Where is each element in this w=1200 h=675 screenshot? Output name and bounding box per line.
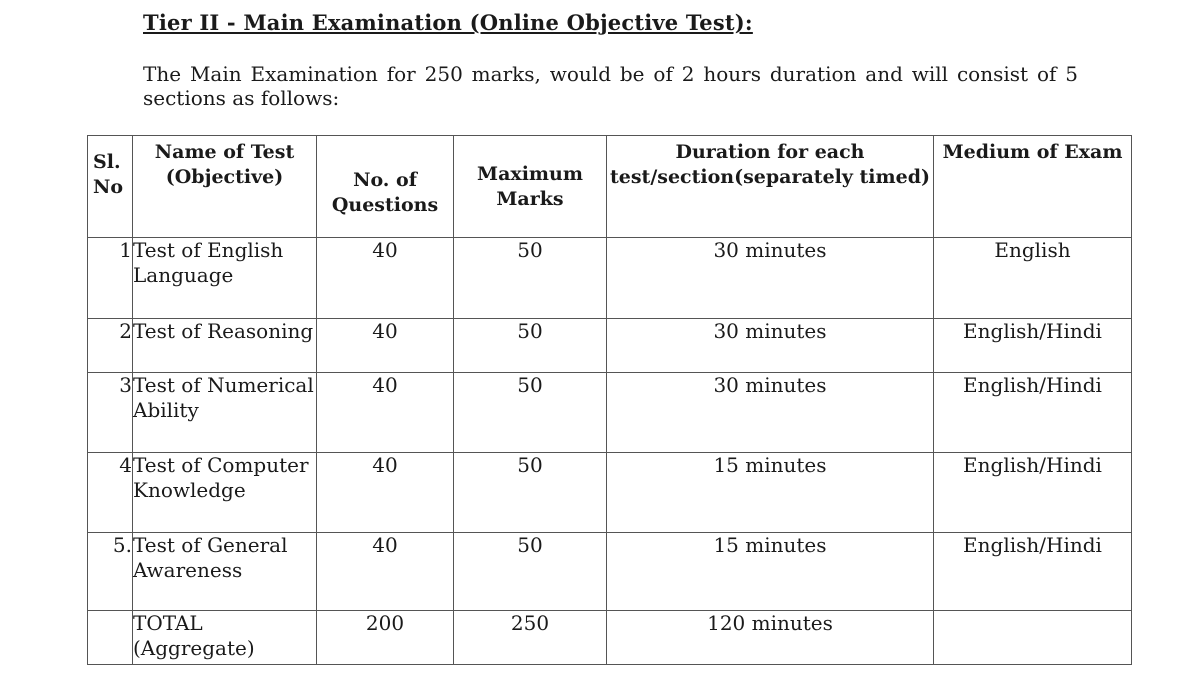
table-header-row: [88, 136, 1132, 238]
row-medium: English: [934, 238, 1132, 319]
row-test-name: Test of Numerical Ability: [133, 373, 317, 453]
intro-paragraph: The Main Examination for 250 marks, would be of 2 hours duration and will consist of 5 sections as follows:: [143, 62, 1078, 110]
header-sl-no: Sl. No: [88, 136, 133, 238]
row-medium: English/Hindi: [934, 453, 1132, 533]
table-total-row: [88, 611, 1132, 665]
row-marks: 50: [454, 533, 607, 611]
header-name-of-test: Name of Test (Objective): [133, 136, 317, 238]
row-sl-no: [88, 611, 133, 665]
row-marks: 50: [454, 238, 607, 319]
row-duration: 120 minutes: [607, 611, 934, 665]
row-sl-no: 4: [88, 453, 133, 533]
table-row: [88, 319, 1132, 373]
header-medium-of-exam: Medium of Exam: [934, 136, 1132, 238]
row-sl-no: 3: [88, 373, 133, 453]
page-title: Tier II - Main Examination (Online Objective Test):: [143, 10, 753, 35]
row-questions: 40: [317, 373, 454, 453]
row-duration: 15 minutes: [607, 453, 934, 533]
row-sl-no: 5.: [88, 533, 133, 611]
header-duration: Duration for each test/section(separately timed): [607, 136, 934, 238]
row-duration: 15 minutes: [607, 533, 934, 611]
row-questions: 40: [317, 238, 454, 319]
row-questions: 200: [317, 611, 454, 665]
row-questions: 40: [317, 533, 454, 611]
row-marks: 50: [454, 453, 607, 533]
table-row: [88, 238, 1132, 319]
header-no-of-questions: No. of Questions: [317, 136, 454, 238]
row-test-name: Test of General Awareness: [133, 533, 317, 611]
table-row: [88, 453, 1132, 533]
row-marks: 250: [454, 611, 607, 665]
row-medium: English/Hindi: [934, 533, 1132, 611]
row-sl-no: 1: [88, 238, 133, 319]
row-marks: 50: [454, 319, 607, 373]
row-test-name: TOTAL (Aggregate): [133, 611, 317, 665]
row-questions: 40: [317, 453, 454, 533]
row-marks: 50: [454, 373, 607, 453]
row-questions: 40: [317, 319, 454, 373]
row-medium: English/Hindi: [934, 319, 1132, 373]
row-medium: English/Hindi: [934, 373, 1132, 453]
exam-table: [87, 135, 1132, 665]
table-row: [88, 373, 1132, 453]
row-test-name: Test of Reasoning: [133, 319, 317, 373]
header-maximum-marks: Maximum Marks: [454, 136, 607, 238]
row-test-name: Test of English Language: [133, 238, 317, 319]
row-test-name: Test of Computer Knowledge: [133, 453, 317, 533]
table-row: [88, 533, 1132, 611]
row-medium: [934, 611, 1132, 665]
row-duration: 30 minutes: [607, 319, 934, 373]
row-sl-no: 2: [88, 319, 133, 373]
row-duration: 30 minutes: [607, 238, 934, 319]
row-duration: 30 minutes: [607, 373, 934, 453]
